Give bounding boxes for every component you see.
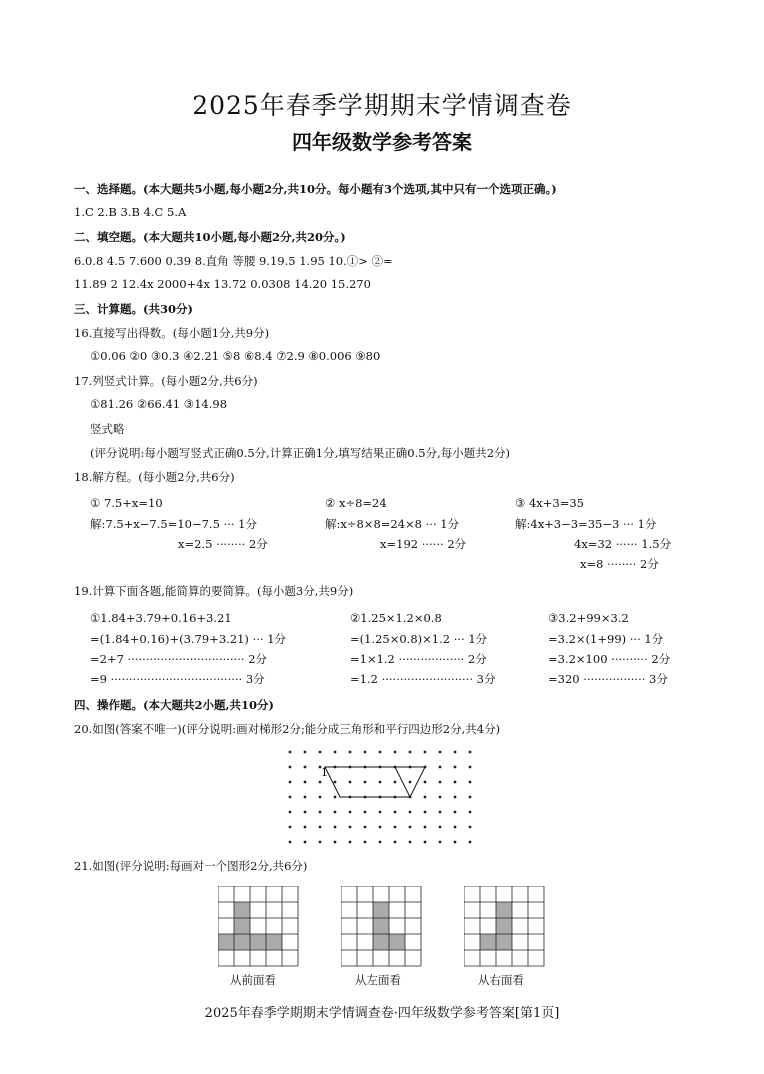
view-front: [218, 886, 300, 968]
grid-dot: [304, 781, 307, 784]
grid-dot: [349, 826, 352, 829]
q18-col2-line1: ② x÷8=24: [325, 496, 387, 510]
q18-col1-line3: x=2.5 ········ 2分: [178, 537, 268, 551]
q19-col2-line3: =1×1.2 ·················· 2分: [350, 652, 487, 666]
view-label-front: 从前面看: [230, 973, 276, 987]
grid-dot: [364, 781, 367, 784]
q19-title: 19.计算下面各题,能简算的要简算。(每小题3分,共9分): [74, 584, 354, 598]
q18-col3-line2: 解:4x+3−3=35−3 ··· 1分: [515, 517, 657, 531]
q19-col2-line1: ②1.25×1.2×0.8: [350, 611, 442, 625]
grid-dot: [424, 751, 427, 754]
view-label-right: 从右面看: [478, 973, 524, 987]
grid-dot: [319, 826, 322, 829]
q16-title: 16.直接写出得数。(每小题1分,共9分): [74, 326, 270, 340]
q17-scoring: (评分说明:每小题写竖式正确0.5分,计算正确1分,填写结果正确0.5分,每小题共2分): [90, 446, 511, 460]
view-left: [341, 886, 423, 968]
q21-title: 21.如图(评分说明:每画对一个图形2分,共6分): [74, 859, 308, 873]
grid-dot: [334, 841, 337, 844]
q18-col1-line1: ① 7.5+x=10: [90, 496, 163, 510]
grid-dot: [454, 751, 457, 754]
grid-dot: [379, 781, 382, 784]
grid-dot: [304, 841, 307, 844]
grid-dot: [364, 826, 367, 829]
grid-dot: [394, 811, 397, 814]
q18-col3-line1: ③ 4x+3=35: [515, 496, 584, 510]
grid-dot: [439, 751, 442, 754]
grid-dot: [469, 826, 472, 829]
page-title: 2025年春季学期期末学情调查卷: [192, 91, 572, 120]
grid-dot: [439, 811, 442, 814]
section2-heading: 二、填空题。(本大题共10小题,每小题2分,共20分。): [74, 230, 346, 244]
view-right: [464, 886, 546, 968]
grid-dot: [469, 811, 472, 814]
grid-dot: [334, 811, 337, 814]
grid-dot: [289, 751, 292, 754]
q17-note: 竖式略: [90, 422, 125, 436]
grid-dot: [349, 811, 352, 814]
grid-dot: [319, 781, 322, 784]
grid-dot: [304, 751, 307, 754]
grid-dot: [424, 811, 427, 814]
grid-dot: [349, 751, 352, 754]
q18-col2-line2: 解:x÷8×8=24×8 ··· 1分: [325, 517, 460, 531]
section4-heading: 四、操作题。(本大题共2小题,共10分): [74, 698, 274, 712]
q20-title: 20.如图(答案不唯一)(评分说明:画对梯形2分;能分成三角形和平行四边形2分,共4分): [74, 722, 501, 736]
grid-dot: [364, 751, 367, 754]
grid-dot: [304, 811, 307, 814]
grid-dot: [334, 781, 337, 784]
grid-dot: [289, 826, 292, 829]
grid-dot: [304, 826, 307, 829]
page-subtitle: 四年级数学参考答案: [292, 130, 472, 154]
q19-col3-line1: ③3.2+99×3.2: [548, 611, 629, 625]
grid-dot: [469, 796, 472, 799]
grid-dot: [454, 796, 457, 799]
grid-dot: [409, 781, 412, 784]
grid-dot: [424, 841, 427, 844]
grid-dot: [394, 826, 397, 829]
q19-col2-line2: =(1.25×0.8)×1.2 ··· 1分: [350, 632, 488, 646]
section1-answers: 1.C 2.B 3.B 4.C 5.A: [74, 205, 187, 219]
grid-dot: [394, 841, 397, 844]
division-line: [395, 767, 410, 797]
q18-col3-line4: x=8 ········ 2分: [580, 557, 659, 571]
q19-col1-line2: =(1.84+0.16)+(3.79+3.21) ··· 1分: [90, 632, 287, 646]
grid-dot: [319, 811, 322, 814]
grid-dot: [289, 766, 292, 769]
grid-dot: [469, 781, 472, 784]
grid-dot: [439, 781, 442, 784]
grid-dot: [319, 751, 322, 754]
section2-line2: 11.89 2 12.4x 2000+4x 13.72 0.0308 14.20 15.270: [74, 277, 371, 291]
grid-dot: [424, 826, 427, 829]
grid-dot: [289, 796, 292, 799]
grid-dot: [454, 841, 457, 844]
grid-dot: [439, 796, 442, 799]
grid-dot: [379, 841, 382, 844]
grid-dot: [304, 796, 307, 799]
section3-heading: 三、计算题。(共30分): [74, 302, 193, 316]
grid-dot: [289, 781, 292, 784]
q19-col3-line3: =3.2×100 ·········· 2分: [548, 652, 671, 666]
q19-col1-line4: =9 ···································· 3分: [90, 672, 265, 686]
grid-dot: [319, 796, 322, 799]
grid-dot: [304, 766, 307, 769]
q19-col3-line4: =320 ················· 3分: [548, 672, 668, 686]
section1-heading: 一、选择题。(本大题共5小题,每小题2分,共10分。每小题有3个选项,其中只有一个选项正确。): [74, 182, 557, 196]
page-footer: 2025年春季学期期末学情调查卷·四年级数学参考答案[第1页]: [204, 1006, 560, 1021]
grid-dot: [454, 826, 457, 829]
view-label-left: 从左面看: [355, 973, 401, 987]
q17-answers: ①81.26 ②66.41 ③14.98: [90, 397, 228, 411]
grid-dot: [379, 751, 382, 754]
grid-dot: [334, 751, 337, 754]
grid-dot: [289, 841, 292, 844]
grid-dot: [409, 811, 412, 814]
dot-grid-figure: [280, 742, 490, 852]
grid-dot: [364, 811, 367, 814]
q19-col1-line1: ①1.84+3.79+0.16+3.21: [90, 611, 232, 625]
grid-dot: [394, 751, 397, 754]
q19-col2-line4: =1.2 ························· 3分: [350, 672, 496, 686]
grid-dot: [379, 811, 382, 814]
grid-dot: [469, 841, 472, 844]
grid-dot: [439, 826, 442, 829]
grid-dot: [379, 826, 382, 829]
grid-dot: [439, 841, 442, 844]
q17-title: 17.列竖式计算。(每小题2分,共6分): [74, 374, 258, 388]
section2-line1: 6.0.8 4.5 7.600 0.39 8.直角 等腰 9.19.5 1.95 10.①> ②=: [74, 254, 393, 268]
grid-dot: [469, 766, 472, 769]
grid-dot: [394, 781, 397, 784]
grid-dot: [409, 826, 412, 829]
grid-dot: [439, 766, 442, 769]
q16-answers: ①0.06 ②0 ③0.3 ④2.21 ⑤8 ⑥8.4 ⑦2.9 ⑧0.006 ⑨80: [90, 349, 381, 363]
grid-dot: [349, 781, 352, 784]
grid-dot: [424, 796, 427, 799]
grid-dot: [349, 841, 352, 844]
grid-dot: [409, 751, 412, 754]
grid-dot: [334, 826, 337, 829]
grid-dot: [409, 841, 412, 844]
grid-dot: [454, 766, 457, 769]
grid-dot: [424, 781, 427, 784]
grid-dot: [454, 811, 457, 814]
q18-col2-line3: x=192 ······ 2分: [380, 537, 467, 551]
grid-dot: [469, 751, 472, 754]
q19-col3-line2: =3.2×(1+99) ··· 1分: [548, 632, 664, 646]
q18-col1-line2: 解:7.5+x−7.5=10−7.5 ··· 1分: [90, 517, 257, 531]
grid-dot: [334, 796, 337, 799]
grid-dot: [454, 781, 457, 784]
q19-col1-line3: =2+7 ································ 2分: [90, 652, 268, 666]
grid-dot: [289, 811, 292, 814]
q18-title: 18.解方程。(每小题2分,共6分): [74, 470, 235, 484]
q18-col3-line3: 4x=32 ······ 1.5分: [574, 537, 672, 551]
grid-dot: [364, 841, 367, 844]
figure-label: 1: [321, 766, 328, 779]
grid-dot: [319, 841, 322, 844]
